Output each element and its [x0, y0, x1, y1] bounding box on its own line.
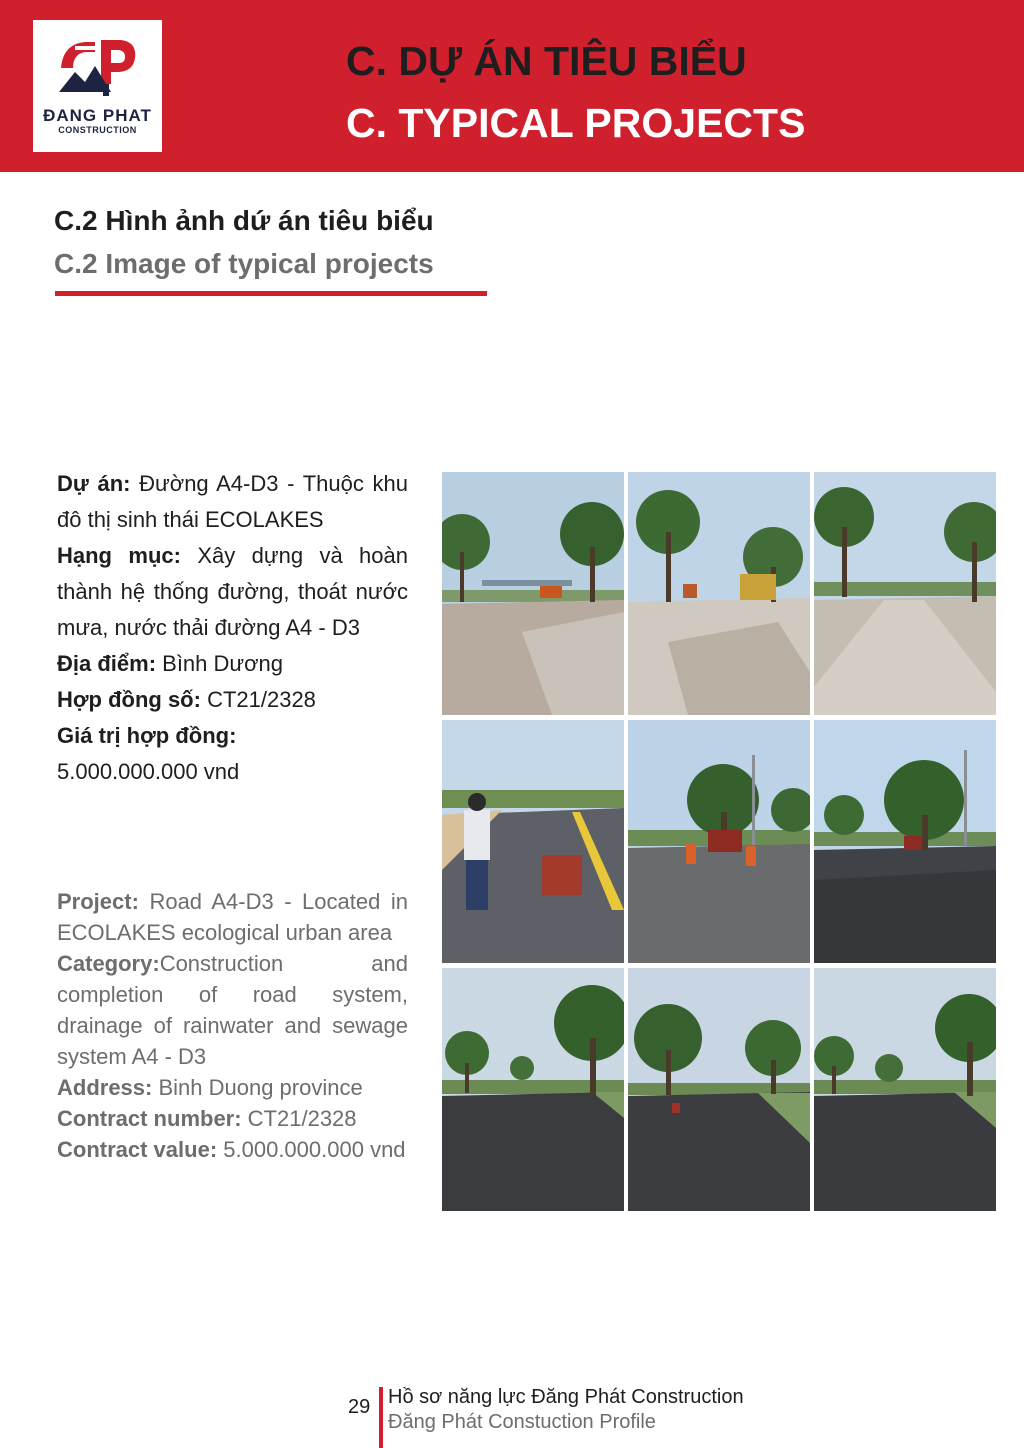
- contract-label: Hợp đồng số:: [57, 687, 201, 712]
- photo-finished-2: [628, 968, 810, 1211]
- project-label: Dự án:: [57, 471, 131, 496]
- category-label-en: Category:: [57, 951, 160, 976]
- project-label-en: Project:: [57, 889, 139, 914]
- photo-finished-1: [442, 968, 624, 1211]
- value-label: Giá trị hợp đồng:: [57, 723, 237, 748]
- value-value-en: 5.000.000.000 vnd: [217, 1137, 406, 1162]
- section-title-en: C.2 Image of typical projects: [54, 248, 434, 279]
- contract-value: CT21/2328: [200, 687, 316, 712]
- category-value-en: Construction and completion of road system, drainage of rainwater and sewage system A4 - D3: [57, 951, 408, 1069]
- project-line-en: [57, 886, 408, 948]
- project-details-vn: [57, 466, 408, 790]
- footer-divider: [379, 1387, 383, 1448]
- photo-paving-3: [814, 720, 996, 963]
- photo-paving-1: [442, 720, 624, 963]
- section-title-vn: C.2 Hình ảnh dứ án tiêu biểu: [54, 205, 434, 236]
- header-banner: [0, 0, 1024, 172]
- address-line-en: [57, 1072, 408, 1103]
- logo-mark-icon: [55, 34, 141, 100]
- project-details-en: [57, 886, 408, 1165]
- logo-subtitle: CONSTRUCTION: [58, 125, 137, 135]
- project-line: [57, 466, 408, 538]
- category-label: Hạng mục:: [57, 543, 181, 568]
- contract-value-en: CT21/2328: [241, 1106, 357, 1131]
- project-value: Đường A4-D3 - Thuộc khu đô thị sinh thái ECOLAKES: [57, 471, 408, 532]
- footer-title-en: Đăng Phát Constuction Profile: [388, 1411, 656, 1433]
- location-label: Địa điểm:: [57, 651, 157, 676]
- address-label-en: Address:: [57, 1075, 153, 1100]
- photo-demolition-1: [442, 472, 624, 715]
- location-value: Bình Dương: [156, 651, 284, 676]
- value-line-en: [57, 1134, 408, 1165]
- contract-line-en: [57, 1103, 408, 1134]
- page-number: 29: [348, 1396, 371, 1418]
- photo-demolition-2: [628, 472, 810, 715]
- category-line-en: [57, 948, 408, 1072]
- category-value: Xây dựng và hoàn thành hệ thống đường, thoát nước mưa, nước thải đường A4 - D3: [57, 543, 408, 640]
- value-line: 5.000.000.000 vnd: [57, 759, 240, 784]
- footer-title-vn: Hồ sơ năng lực Đăng Phát Construction: [388, 1386, 744, 1408]
- value-label-en: Contract value:: [57, 1137, 218, 1162]
- category-line: [57, 538, 408, 646]
- address-value-en: Binh Duong province: [152, 1075, 363, 1100]
- photo-demolition-3: [814, 472, 996, 715]
- logo-name: ĐANG PHAT: [43, 106, 152, 125]
- company-logo: [33, 20, 162, 152]
- photo-finished-3: [814, 968, 996, 1211]
- photo-paving-2: [628, 720, 810, 963]
- location-line: [57, 646, 408, 682]
- contract-line: [57, 682, 408, 718]
- page-title-vn: C. DỰ ÁN TIÊU BIỂU: [346, 38, 747, 84]
- contract-label-en: Contract number:: [57, 1106, 242, 1131]
- project-value-en: Road A4-D3 - Located in ECOLAKES ecological urban area: [57, 889, 408, 945]
- page-title-en: C. TYPICAL PROJECTS: [346, 100, 806, 146]
- section-underline: [55, 291, 487, 296]
- project-photo-grid: [440, 470, 998, 1212]
- value-label-line: [57, 718, 408, 754]
